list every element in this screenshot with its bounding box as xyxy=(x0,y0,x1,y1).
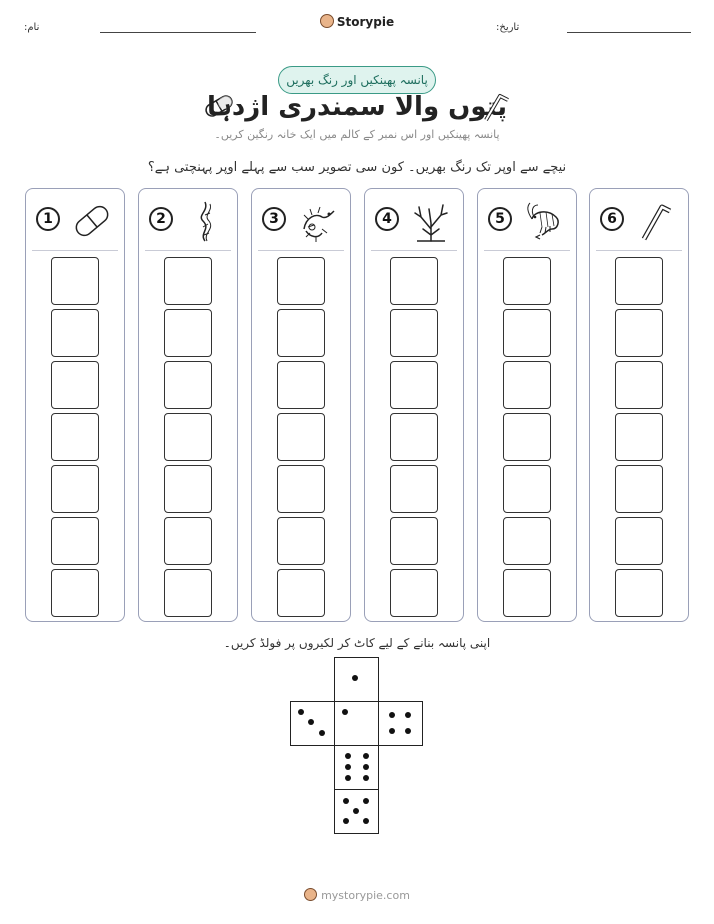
fold-instruction: اپنی پانسہ بنانے کے لیے کاٹ کر لکیروں پر فولڈ کریں۔ xyxy=(223,636,491,650)
dice-pip xyxy=(345,753,351,759)
dice-face-top xyxy=(334,657,379,702)
coloring-cell[interactable] xyxy=(390,413,438,461)
coloring-cell[interactable] xyxy=(615,361,663,409)
name-label: نام: xyxy=(24,22,40,33)
column-separator xyxy=(596,250,682,251)
dice-face-right xyxy=(378,701,423,746)
coloring-cell[interactable] xyxy=(503,257,551,305)
coloring-cell[interactable] xyxy=(164,569,212,617)
coloring-cell[interactable] xyxy=(277,309,325,357)
dice-pip xyxy=(345,775,351,781)
dice-pip xyxy=(319,730,325,736)
dice-pip xyxy=(363,775,369,781)
coloring-cell[interactable] xyxy=(503,569,551,617)
dice-face-bottom xyxy=(334,789,379,834)
coloring-cell[interactable] xyxy=(164,309,212,357)
coloring-cell[interactable] xyxy=(164,465,212,513)
dice-face-left xyxy=(290,701,335,746)
coloring-cell[interactable] xyxy=(51,413,99,461)
column-number: 4 xyxy=(375,207,399,231)
dice-pip xyxy=(342,709,348,715)
name-line[interactable] xyxy=(100,32,256,33)
column-separator xyxy=(258,250,344,251)
coloring-cell[interactable] xyxy=(503,361,551,409)
dice-pip xyxy=(298,709,304,715)
column-number: 3 xyxy=(262,207,286,231)
coloring-cell[interactable] xyxy=(51,465,99,513)
column-number: 5 xyxy=(488,207,512,231)
column-4 xyxy=(364,188,464,622)
straw-title-icon xyxy=(478,90,512,124)
straw-icon xyxy=(634,199,678,243)
dice-pip xyxy=(343,818,349,824)
leafy-sea-dragon-icon xyxy=(296,199,340,243)
instruction-subtitle: پانسہ پھینکیں اور اس نمبر کے کالم میں ایک خانہ رنگین کریں۔ xyxy=(214,128,500,141)
coloring-cell[interactable] xyxy=(277,517,325,565)
column-1 xyxy=(25,188,125,622)
coloring-cell[interactable] xyxy=(503,309,551,357)
dice-pip xyxy=(389,712,395,718)
date-line[interactable] xyxy=(567,32,691,33)
page-title: پتوں والا سمندری اژدہا xyxy=(206,92,508,122)
coloring-cell[interactable] xyxy=(277,361,325,409)
dice-pip xyxy=(389,728,395,734)
column-3 xyxy=(251,188,351,622)
dice-pip xyxy=(363,764,369,770)
coloring-cell[interactable] xyxy=(615,309,663,357)
coloring-cell[interactable] xyxy=(51,361,99,409)
column-separator xyxy=(32,250,118,251)
dice-face-center xyxy=(334,701,379,746)
coloring-cell[interactable] xyxy=(390,517,438,565)
column-6 xyxy=(589,188,689,622)
column-2 xyxy=(138,188,238,622)
column-number: 6 xyxy=(600,207,624,231)
column-number: 1 xyxy=(36,207,60,231)
dice-pip xyxy=(405,712,411,718)
coloring-cell[interactable] xyxy=(390,309,438,357)
coloring-cell[interactable] xyxy=(164,517,212,565)
dice-pip xyxy=(343,798,349,804)
coloring-cell[interactable] xyxy=(503,517,551,565)
dice-pip xyxy=(363,798,369,804)
dice-pip xyxy=(353,808,359,814)
coloring-cell[interactable] xyxy=(164,413,212,461)
date-label: تاریخ: xyxy=(496,22,520,33)
coloring-cell[interactable] xyxy=(51,309,99,357)
dice-pip xyxy=(363,818,369,824)
coloring-cell[interactable] xyxy=(615,569,663,617)
seaweed-icon xyxy=(183,199,227,243)
storypie-logo xyxy=(0,14,714,29)
coloring-cell[interactable] xyxy=(390,361,438,409)
column-separator xyxy=(145,250,231,251)
dice-pip xyxy=(352,675,358,681)
footer-url[interactable]: mystorypie.com xyxy=(321,889,410,902)
column-separator xyxy=(371,250,457,251)
coloring-cell[interactable] xyxy=(615,257,663,305)
question-text: نیچے سے اوپر تک رنگ بھریں۔ کون سی تصویر سب سے پہلے اوپر پہنچتی ہے؟ xyxy=(147,160,567,175)
coloring-cell[interactable] xyxy=(503,413,551,461)
column-number: 2 xyxy=(149,207,173,231)
coloring-cell[interactable] xyxy=(390,257,438,305)
coloring-cell[interactable] xyxy=(164,361,212,409)
coloring-cell[interactable] xyxy=(615,517,663,565)
coloring-cell[interactable] xyxy=(277,465,325,513)
logo-text: Storypie xyxy=(336,15,395,29)
dice-face-lower xyxy=(334,745,379,790)
coloring-cell[interactable] xyxy=(390,569,438,617)
dice-pip xyxy=(405,728,411,734)
coloring-cell[interactable] xyxy=(164,257,212,305)
coloring-cell[interactable] xyxy=(615,413,663,461)
bear-logo-icon xyxy=(320,14,334,28)
dice-pip xyxy=(308,719,314,725)
dice-pip xyxy=(345,764,351,770)
coloring-cell[interactable] xyxy=(503,465,551,513)
coloring-cell[interactable] xyxy=(390,465,438,513)
coloring-cell[interactable] xyxy=(277,569,325,617)
coloring-cell[interactable] xyxy=(277,257,325,305)
activity-badge: پانسہ پھینکیں اور رنگ بھریں xyxy=(278,66,436,94)
column-5 xyxy=(477,188,577,622)
coloring-cell[interactable] xyxy=(51,517,99,565)
coloring-cell[interactable] xyxy=(277,413,325,461)
column-separator xyxy=(484,250,570,251)
coral-icon xyxy=(409,199,453,243)
coloring-cell[interactable] xyxy=(615,465,663,513)
footer xyxy=(0,888,714,902)
dice-pip xyxy=(363,753,369,759)
shrimp-icon xyxy=(522,199,566,243)
coloring-cell[interactable] xyxy=(51,569,99,617)
coloring-cell[interactable] xyxy=(51,257,99,305)
bear-logo-icon xyxy=(304,888,317,901)
capsule-icon xyxy=(70,199,114,243)
